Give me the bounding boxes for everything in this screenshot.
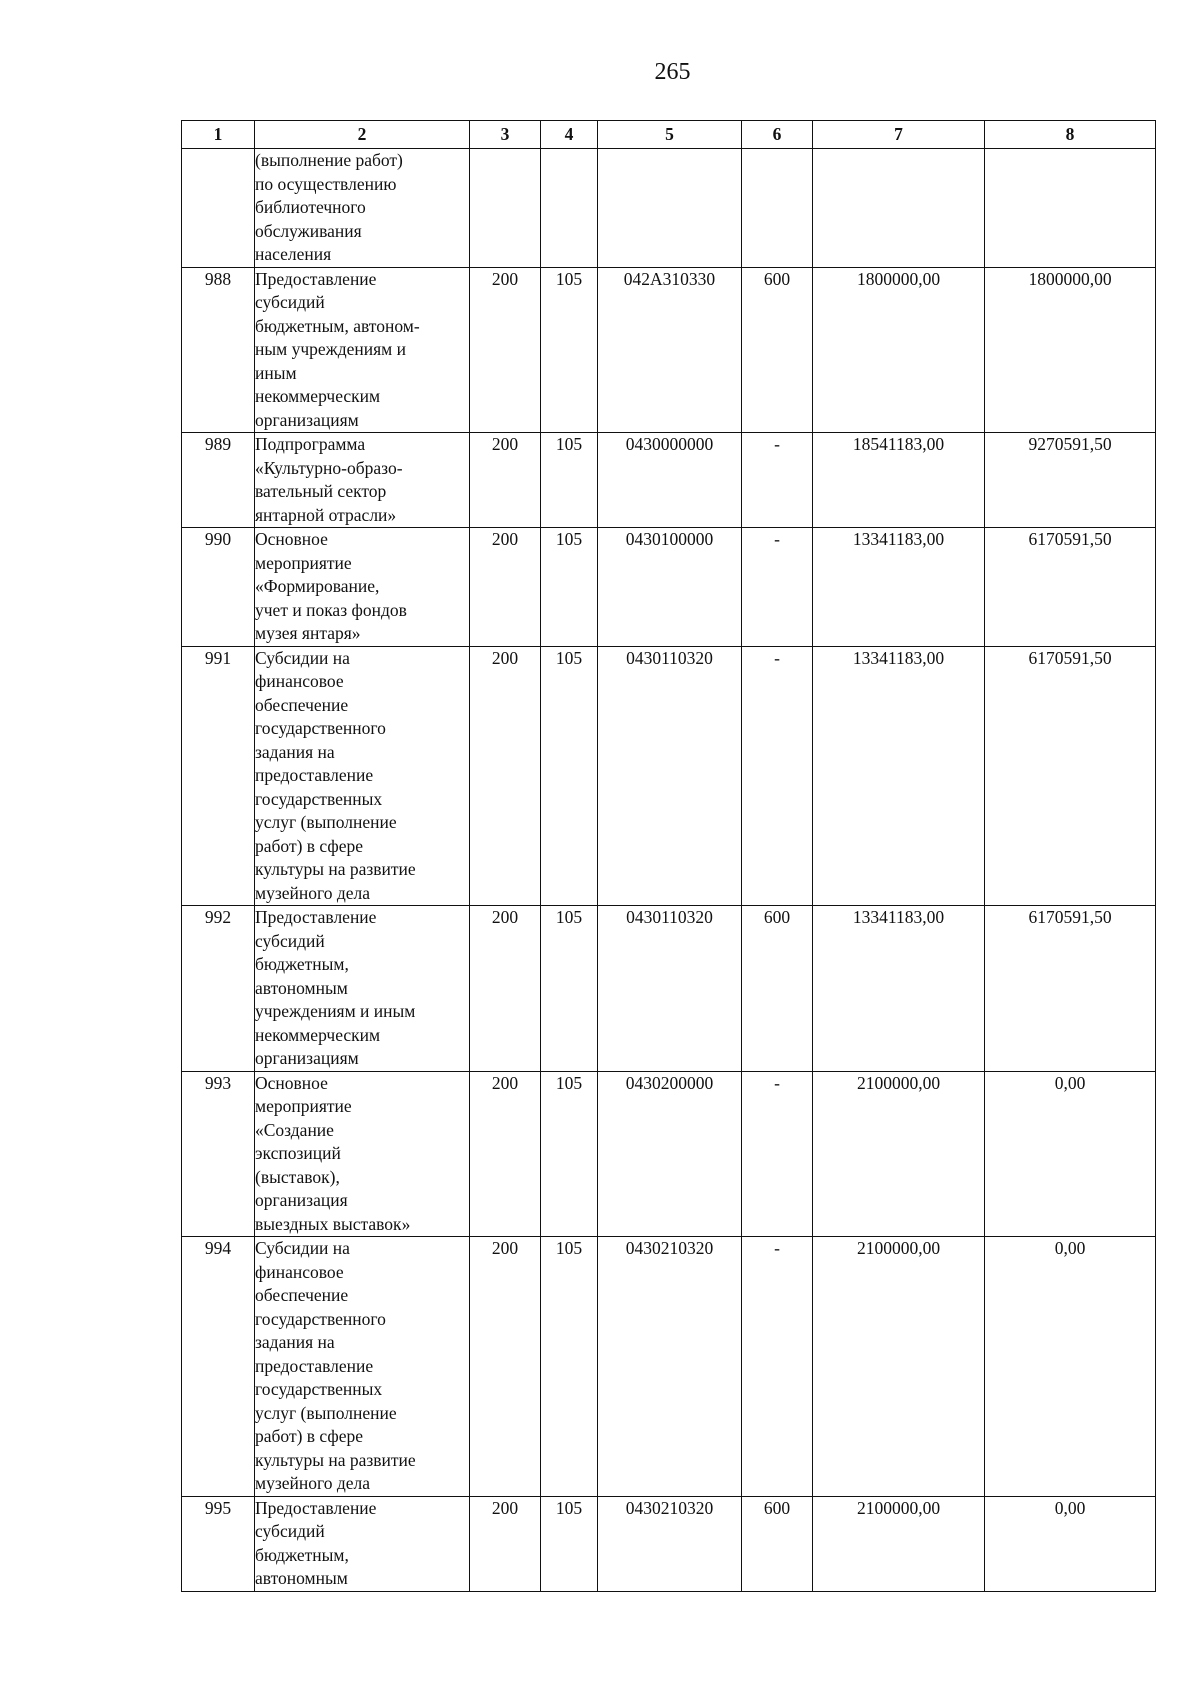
header-row xyxy=(182,121,1156,149)
description-line: экспозиций xyxy=(255,1143,341,1163)
amount-col7-cell: 18541183,00 xyxy=(813,433,985,528)
description-line: финансовое xyxy=(255,1261,344,1282)
description-line: ным учреждениям и xyxy=(255,339,406,359)
target-article-cell: 0430100000 xyxy=(598,528,742,647)
table-row xyxy=(182,1071,1156,1237)
header-col-5: 5 xyxy=(598,121,742,149)
description-line: финансовое xyxy=(255,671,344,691)
description-line: выездных выставок» xyxy=(255,1213,411,1234)
expense-type-cell: - xyxy=(742,528,813,647)
description-line: Предоставление xyxy=(255,268,377,289)
description-line: Подпрограмма xyxy=(255,434,366,454)
description-line: государственного xyxy=(255,718,386,738)
amount-col8-cell: 6170591,50 xyxy=(985,646,1156,906)
description-line: предоставление xyxy=(255,1355,374,1376)
description-line: субсидий xyxy=(255,292,325,312)
description-line: субсидий xyxy=(255,930,325,951)
amount-col7-cell: 13341183,00 xyxy=(813,906,985,1072)
description-line: организациям xyxy=(255,1048,359,1068)
table-row xyxy=(182,646,1156,906)
expense-type-cell: 600 xyxy=(742,267,813,433)
description-line: некоммерческим xyxy=(255,1024,381,1045)
target-article-cell xyxy=(598,149,742,268)
amount-col7-cell xyxy=(813,149,985,268)
header-col-1: 1 xyxy=(182,121,255,149)
description-line: янтарной отрасли» xyxy=(255,504,397,525)
description-line: субсидий xyxy=(255,1521,325,1541)
description-line: (выставок), xyxy=(255,1166,340,1187)
header-col-8: 8 xyxy=(985,121,1156,149)
description-line: Предоставление xyxy=(255,907,377,927)
header-col-3: 3 xyxy=(470,121,541,149)
table-row xyxy=(182,433,1156,528)
row-number-cell: 994 xyxy=(182,1237,255,1497)
amount-col8-cell: 9270591,50 xyxy=(985,433,1156,528)
amount-col7-cell: 2100000,00 xyxy=(813,1071,985,1237)
expense-type-cell: 600 xyxy=(742,906,813,1072)
row-description-cell xyxy=(255,906,470,1072)
row-description-cell xyxy=(255,1071,470,1237)
admin-code-cell: 200 xyxy=(470,528,541,647)
description-line: населения xyxy=(255,244,332,264)
description-line: организациям xyxy=(255,409,359,430)
amount-col8-cell: 0,00 xyxy=(985,1071,1156,1237)
admin-code-cell: 200 xyxy=(470,646,541,906)
description-line: «Культурно-образо- xyxy=(255,457,403,478)
section-code-cell: 105 xyxy=(541,1496,598,1591)
row-number-cell: 992 xyxy=(182,906,255,1072)
row-number-cell: 990 xyxy=(182,528,255,647)
section-code-cell: 105 xyxy=(541,1071,598,1237)
section-code-cell: 105 xyxy=(541,646,598,906)
row-description-cell xyxy=(255,1496,470,1591)
description-line: государственных xyxy=(255,788,383,809)
target-article-cell: 0430000000 xyxy=(598,433,742,528)
admin-code-cell: 200 xyxy=(470,1071,541,1237)
description-line: культуры на развитие xyxy=(255,1449,416,1470)
description-line: мероприятие xyxy=(255,1096,352,1116)
target-article-cell: 0430210320 xyxy=(598,1496,742,1591)
amount-col7-cell: 2100000,00 xyxy=(813,1496,985,1591)
row-number-cell: 991 xyxy=(182,646,255,906)
target-article-cell: 0430110320 xyxy=(598,906,742,1072)
amount-col8-cell: 0,00 xyxy=(985,1237,1156,1497)
row-number-cell: 993 xyxy=(182,1071,255,1237)
page-number: 265 xyxy=(654,59,691,85)
description-line: иным xyxy=(255,362,297,383)
amount-col8-cell: 6170591,50 xyxy=(985,906,1156,1072)
description-line: Основное xyxy=(255,1072,328,1093)
expense-type-cell: - xyxy=(742,646,813,906)
section-code-cell: 105 xyxy=(541,433,598,528)
description-line: (выполнение работ) xyxy=(255,150,403,170)
amount-col8-cell: 1800000,00 xyxy=(985,267,1156,433)
description-line: обеспечение xyxy=(255,1285,349,1305)
description-line: музейного дела xyxy=(255,1473,371,1493)
description-line: культуры на развитие xyxy=(255,859,416,879)
table-row xyxy=(182,906,1156,1072)
expense-type-cell xyxy=(742,149,813,268)
description-line: организация xyxy=(255,1190,348,1210)
description-line: Субсидии на xyxy=(255,1238,350,1258)
description-line: обслуживания xyxy=(255,220,362,241)
amount-col8-cell: 6170591,50 xyxy=(985,528,1156,647)
budget-table xyxy=(181,120,1156,1592)
row-description-cell xyxy=(255,1237,470,1497)
row-description-cell xyxy=(255,433,470,528)
table-body xyxy=(182,149,1156,1592)
row-number-cell: 995 xyxy=(182,1496,255,1591)
description-line: музея янтаря» xyxy=(255,623,361,643)
table-row xyxy=(182,1237,1156,1497)
description-line: работ) в сфере xyxy=(255,835,364,856)
description-line: предоставление xyxy=(255,765,374,785)
description-line: автономным xyxy=(255,1568,348,1588)
row-description-cell xyxy=(255,267,470,433)
description-line: бюджетным, автоном- xyxy=(255,315,420,336)
table-row xyxy=(182,267,1156,433)
description-line: задания на xyxy=(255,741,335,762)
description-line: работ) в сфере xyxy=(255,1426,364,1446)
description-line: некоммерческим xyxy=(255,386,381,406)
row-description-cell xyxy=(255,528,470,647)
row-description-cell xyxy=(255,149,470,268)
row-number-cell: 989 xyxy=(182,433,255,528)
expense-type-cell: - xyxy=(742,1071,813,1237)
description-line: услуг (выполнение xyxy=(255,1402,397,1423)
expense-type-cell: 600 xyxy=(742,1496,813,1591)
description-line: бюджетным, xyxy=(255,954,349,974)
description-line: мероприятие xyxy=(255,552,352,573)
amount-col8-cell xyxy=(985,149,1156,268)
description-line: автономным xyxy=(255,977,348,998)
description-line: вательный сектор xyxy=(255,481,387,501)
row-description-cell xyxy=(255,646,470,906)
amount-col8-cell: 0,00 xyxy=(985,1496,1156,1591)
section-code-cell xyxy=(541,149,598,268)
header-col-4: 4 xyxy=(541,121,598,149)
description-line: учет и показ фондов xyxy=(255,599,407,620)
admin-code-cell: 200 xyxy=(470,906,541,1072)
row-number-cell xyxy=(182,149,255,268)
header-col-7: 7 xyxy=(813,121,985,149)
amount-col7-cell: 2100000,00 xyxy=(813,1237,985,1497)
target-article-cell: 0430200000 xyxy=(598,1071,742,1237)
description-line: услуг (выполнение xyxy=(255,812,397,832)
target-article-cell: 0430110320 xyxy=(598,646,742,906)
admin-code-cell: 200 xyxy=(470,1237,541,1497)
section-code-cell: 105 xyxy=(541,1237,598,1497)
target-article-cell: 042А310330 xyxy=(598,267,742,433)
header-col-6: 6 xyxy=(742,121,813,149)
admin-code-cell: 200 xyxy=(470,433,541,528)
description-line: Субсидии на xyxy=(255,647,350,668)
description-line: Предоставление xyxy=(255,1497,377,1518)
section-code-cell: 105 xyxy=(541,906,598,1072)
description-line: государственного xyxy=(255,1308,386,1329)
table-row xyxy=(182,149,1156,268)
amount-col7-cell: 13341183,00 xyxy=(813,646,985,906)
admin-code-cell: 200 xyxy=(470,267,541,433)
description-line: «Создание xyxy=(255,1119,334,1140)
description-line: бюджетным, xyxy=(255,1544,349,1565)
target-article-cell: 0430210320 xyxy=(598,1237,742,1497)
description-line: музейного дела xyxy=(255,882,371,903)
description-line: «Формирование, xyxy=(255,576,380,596)
section-code-cell: 105 xyxy=(541,267,598,433)
description-line: библиотечного xyxy=(255,197,366,217)
row-number-cell: 988 xyxy=(182,267,255,433)
header-col-2: 2 xyxy=(255,121,470,149)
table-row xyxy=(182,1496,1156,1591)
description-line: государственных xyxy=(255,1379,383,1399)
amount-col7-cell: 1800000,00 xyxy=(813,267,985,433)
section-code-cell: 105 xyxy=(541,528,598,647)
description-line: учреждениям и иным xyxy=(255,1001,416,1021)
description-line: Основное xyxy=(255,529,328,549)
amount-col7-cell: 13341183,00 xyxy=(813,528,985,647)
table-header xyxy=(182,121,1156,149)
description-line: задания на xyxy=(255,1332,335,1352)
expense-type-cell: - xyxy=(742,1237,813,1497)
description-line: по осуществлению xyxy=(255,173,397,194)
expense-type-cell: - xyxy=(742,433,813,528)
admin-code-cell xyxy=(470,149,541,268)
description-line: обеспечение xyxy=(255,694,349,715)
table-row xyxy=(182,528,1156,647)
admin-code-cell: 200 xyxy=(470,1496,541,1591)
